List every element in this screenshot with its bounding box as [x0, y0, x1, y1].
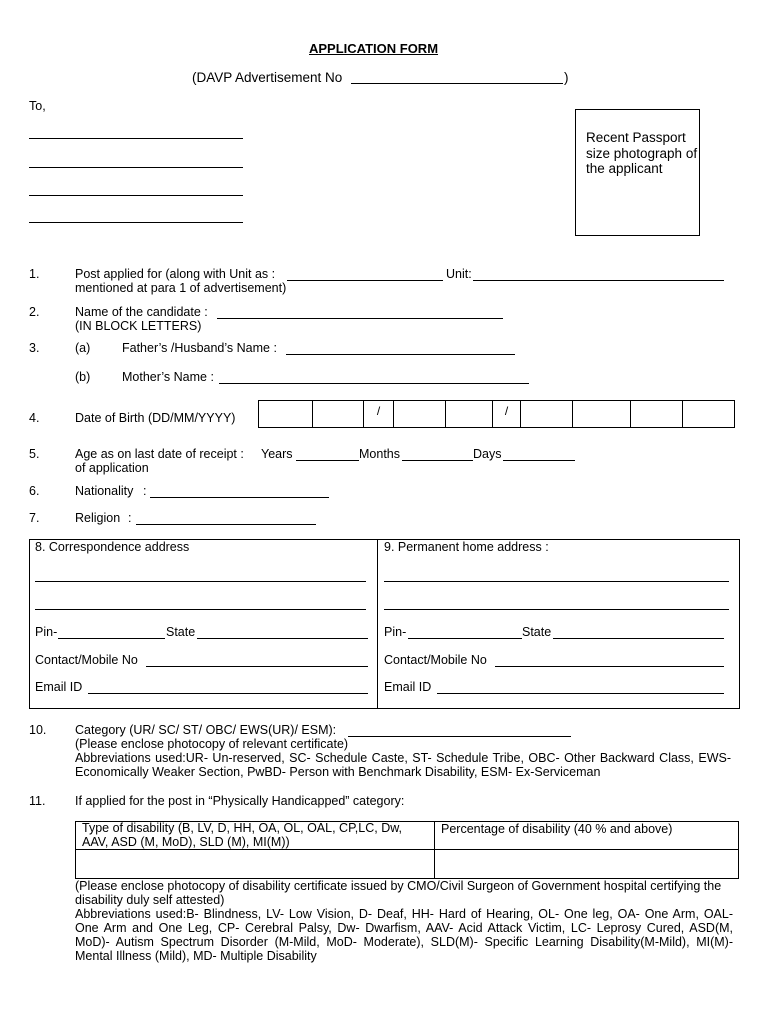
correspondence-line-1[interactable] — [35, 581, 366, 582]
ph-label: If applied for the post in “Physically Handicapped” category: — [75, 794, 405, 808]
age-label-2: of application — [75, 461, 149, 475]
correspondence-state-label: State — [166, 625, 196, 639]
correspondence-email-field[interactable] — [88, 693, 368, 694]
category-label: Category (UR/ SC/ ST/ OBC/ EWS(UR)/ ESM): — [75, 723, 337, 737]
father-label: Father’s /Husband’s Name : — [122, 341, 277, 355]
form-title: APPLICATION FORM — [309, 41, 439, 56]
religion-colon: : — [128, 511, 132, 525]
item-10-number: 10. — [29, 723, 47, 737]
dob-y4[interactable] — [683, 401, 734, 427]
correspondence-pin-label: Pin- — [35, 625, 58, 639]
permanent-state-label: State — [522, 625, 552, 639]
name-label-2: (IN BLOCK LETTERS) — [75, 319, 202, 333]
to-label: To, — [29, 99, 46, 113]
dob-grid — [258, 400, 735, 428]
dob-d1[interactable] — [259, 401, 313, 427]
permanent-pin-label: Pin- — [384, 625, 407, 639]
item-3b: (b) — [75, 370, 91, 384]
disability-note: (Please enclose photocopy of disability certificate issued by CMO/Civil Surgeon of Government hospital certifying the disability duly self attested) — [75, 879, 722, 907]
to-address-line-1[interactable] — [29, 138, 243, 139]
permanent-heading: 9. Permanent home address : — [384, 540, 549, 554]
correspondence-heading: 8. Correspondence address — [35, 540, 190, 554]
permanent-mobile-label: Contact/Mobile No — [384, 653, 487, 667]
permanent-line-2[interactable] — [384, 609, 729, 610]
dob-m1[interactable] — [394, 401, 446, 427]
nationality-field[interactable] — [150, 497, 329, 498]
disability-type-header: Type of disability (B, LV, D, HH, OA, OL, OAL, CP,LC, Dw, AAV, ASD (M, MoD), SLD (M), MI(M)) — [82, 821, 403, 849]
post-label-2: mentioned at para 1 of advertisement) — [75, 281, 287, 295]
permanent-mobile-field[interactable] — [495, 666, 724, 667]
dob-y2[interactable] — [573, 401, 631, 427]
category-note: (Please enclose photocopy of relevant certificate) — [75, 737, 349, 751]
permanent-line-1[interactable] — [384, 581, 729, 582]
nationality-colon: : — [143, 484, 147, 498]
item-3-number: 3. — [29, 341, 40, 355]
correspondence-email-label: Email ID — [35, 680, 83, 694]
dob-d2[interactable] — [313, 401, 364, 427]
religion-field[interactable] — [136, 524, 316, 525]
item-3a: (a) — [75, 341, 91, 355]
days-field[interactable] — [503, 460, 575, 461]
days-label: Days — [473, 447, 502, 461]
to-address-line-3[interactable] — [29, 195, 243, 196]
category-abbreviations: Abbreviations used:UR- Un-reserved, SC- Schedule Caste, ST- Schedule Tribe, OBC- Other Backward Class, EWS- Economically Weaker Section, PwBD- Person with Benchmark Disability, ESM- Ex-Serviceman — [75, 751, 731, 779]
dob-y1[interactable] — [521, 401, 573, 427]
category-field[interactable] — [348, 736, 571, 737]
dob-m2[interactable] — [446, 401, 493, 427]
advt-label: (DAVP Advertisement No — [192, 70, 343, 85]
father-name-field[interactable] — [286, 354, 515, 355]
correspondence-mobile-field[interactable] — [146, 666, 368, 667]
mother-label: Mother’s Name : — [122, 370, 214, 384]
to-address-line-4[interactable] — [29, 222, 243, 223]
age-label: Age as on last date of receipt : — [75, 447, 244, 461]
item-7-number: 7. — [29, 511, 40, 525]
item-6-number: 6. — [29, 484, 40, 498]
item-1-number: 1. — [29, 267, 40, 281]
advt-close: ) — [564, 70, 569, 85]
religion-label: Religion — [75, 511, 121, 525]
permanent-email-label: Email ID — [384, 680, 432, 694]
disability-abbreviations: Abbreviations used:B- Blindness, LV- Low Vision, D- Deaf, HH- Hard of Hearing, OL- One leg, OA- One Arm, OAL- One Arm and One Leg, CP- Cerebral Palsy, Dw- Dwarfism, AAV- Acid Attack Victim, LC- Leprosy Cured, ASD(M, MoD)- Autism Spectrum Disorder (M-Mild, MoD- Moderate), SLD(M)- Specific Learning Disability(M-Mild), MI(M)- Mental Illness (Mild), MD- Multiple Disability — [75, 907, 733, 963]
advt-number-field[interactable] — [351, 83, 563, 84]
permanent-pin-field[interactable] — [408, 638, 522, 639]
post-label: Post applied for (along with Unit as : — [75, 267, 276, 281]
correspondence-line-2[interactable] — [35, 609, 366, 610]
months-field[interactable] — [402, 460, 473, 461]
correspondence-pin-field[interactable] — [58, 638, 165, 639]
correspondence-state-field[interactable] — [197, 638, 368, 639]
dob-y3[interactable] — [631, 401, 683, 427]
permanent-state-field[interactable] — [553, 638, 724, 639]
name-field[interactable] — [217, 318, 503, 319]
years-field[interactable] — [296, 460, 359, 461]
item-5-number: 5. — [29, 447, 40, 461]
correspondence-mobile-label: Contact/Mobile No — [35, 653, 138, 667]
dob-label: Date of Birth (DD/MM/YYYY) — [75, 411, 236, 425]
mother-name-field[interactable] — [219, 383, 529, 384]
permanent-email-field[interactable] — [437, 693, 724, 694]
name-label: Name of the candidate : — [75, 305, 208, 319]
months-label: Months — [359, 447, 400, 461]
disability-percent-header: Percentage of disability (40 % and above) — [441, 822, 673, 836]
nationality-label: Nationality — [75, 484, 134, 498]
dob-sep-2: / — [493, 401, 521, 427]
photo-caption: Recent Passport size photograph of the applicant — [586, 130, 698, 176]
post-field[interactable] — [287, 280, 443, 281]
years-label: Years — [261, 447, 293, 461]
item-2-number: 2. — [29, 305, 40, 319]
photo-box — [575, 109, 700, 236]
to-address-line-2[interactable] — [29, 167, 243, 168]
disability-type-cell[interactable] — [76, 850, 433, 878]
item-11-number: 11. — [29, 794, 46, 808]
dob-sep-1: / — [364, 401, 394, 427]
item-4-number: 4. — [29, 411, 40, 425]
unit-field[interactable] — [473, 280, 724, 281]
unit-label: Unit: — [446, 267, 472, 281]
address-divider — [377, 539, 378, 709]
disability-percent-cell[interactable] — [435, 850, 738, 878]
